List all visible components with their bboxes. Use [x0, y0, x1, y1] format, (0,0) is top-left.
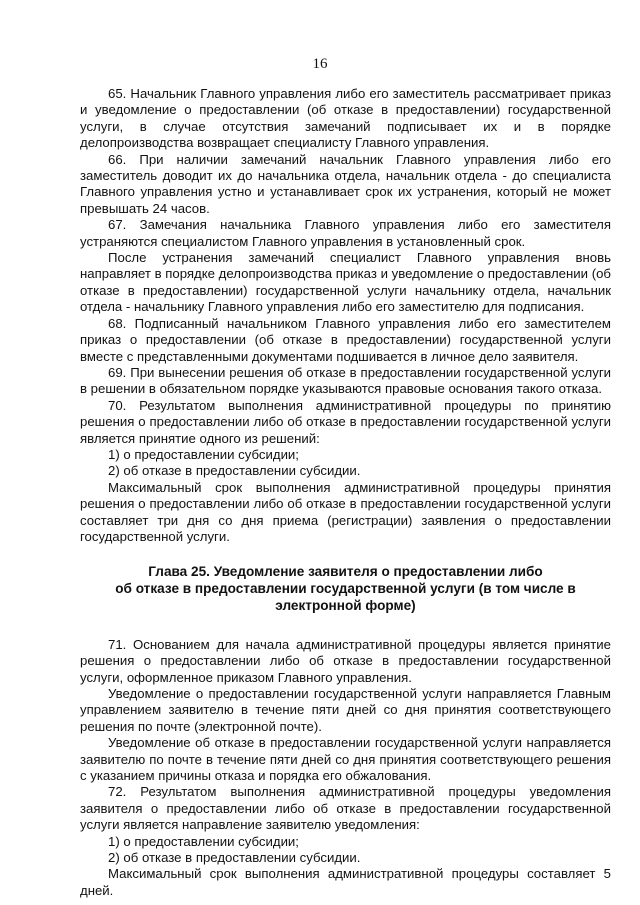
paragraph-71: 71. Основанием для начала административной процедуры является принятие решения о предоставлении либо об отказе в предоставлении государственной услуги, оформленное приказом Главного управления.	[80, 636, 611, 685]
list-item: 2) об отказе в предоставлении субсидии.	[108, 850, 361, 866]
paragraph-72: 72. Результатом выполнения административной процедуры уведомления заявителя о предоставлении либо об отказе в предоставлении государственной услуги является направление заявителю уведомления:	[80, 784, 611, 833]
paragraph-72-deadline: Максимальный срок выполнения административной процедуры составляет 5 дней.	[80, 866, 611, 898]
document-body	[80, 86, 611, 899]
paragraph-66: 66. При наличии замечаний начальник Главного управления либо его заместитель доводит их до начальника отдела, начальник отдела - до специалиста Главного управления устно и устанавливает срок их устранения, который не может превышать 24 часов.	[80, 151, 611, 216]
page-number: 16	[312, 56, 328, 72]
list-item: 2) об отказе в предоставлении субсидии.	[108, 463, 361, 479]
paragraph-69: 69. При вынесении решения об отказе в предоставлении государственной услуги в решении в обязательном порядке указываются правовые основания такого отказа.	[80, 364, 611, 397]
paragraph-67: 67. Замечания начальника Главного управления либо его заместителя устраняются специалистом Главного управления в установленный срок.	[80, 217, 611, 249]
paragraph-71-notice-refusal: Уведомление об отказе в предоставлении государственной услуги направляется заявителю по почте в течение пяти дней со дня принятия соответствующего решения с указанием причины отказа и порядка его обжалования.	[80, 735, 611, 784]
chapter-heading-line: Глава 25. Уведомление заявителя о предоставлении либо	[148, 564, 543, 580]
list-item: 1) о предоставлении субсидии;	[108, 446, 299, 462]
paragraph-68: 68. Подписанный начальником Главного управления либо его заместителем приказ о предоставлении (об отказе в предоставлении) государственной услуги вместе с представленными документами подшивается в личное дело заявителя.	[80, 315, 611, 364]
paragraph-70-deadline: Максимальный срок выполнения административной процедуры принятия решения о предоставлении либо об отказе в предоставлении государственной услуги составляет три дня со дня приема (регистрации) заявления о предоставлении государственной услуги.	[80, 479, 611, 544]
paragraph-70: 70. Результатом выполнения административной процедуры по принятию решения о предоставлении либо об отказе в предоставлении государственной услуги является принятие одного из решений:	[80, 397, 611, 446]
paragraph-65: 65. Начальник Главного управления либо его заместитель рассматривает приказ и уведомление о предоставлении (об отказе в предоставлении) государственной услуги, в случае отсутствия замечаний подписывает их и в порядке делопроизводства возвращает специалисту Главного управления.	[80, 86, 611, 151]
paragraph-67-continued: После устранения замечаний специалист Главного управления вновь направляет в порядке делопроизводства приказ и уведомление о предоставлении (об отказе в предоставлении) государственной услуги начальнику отдела, начальник отдела - начальнику Главного управления либо его заместителю для подписания.	[80, 250, 611, 315]
chapter-heading-line: об отказе в предоставлении государственной услуги (в том числе в электронной форме)	[115, 581, 576, 613]
list-item: 1) о предоставлении субсидии;	[108, 833, 299, 849]
chapter-heading	[80, 564, 611, 614]
paragraph-71-notice-grant: Уведомление о предоставлении государственной услуги направляется Главным управлением заявителю в течение пяти дней со дня принятия соответствующего решения по почте (электронной почте).	[80, 685, 611, 734]
